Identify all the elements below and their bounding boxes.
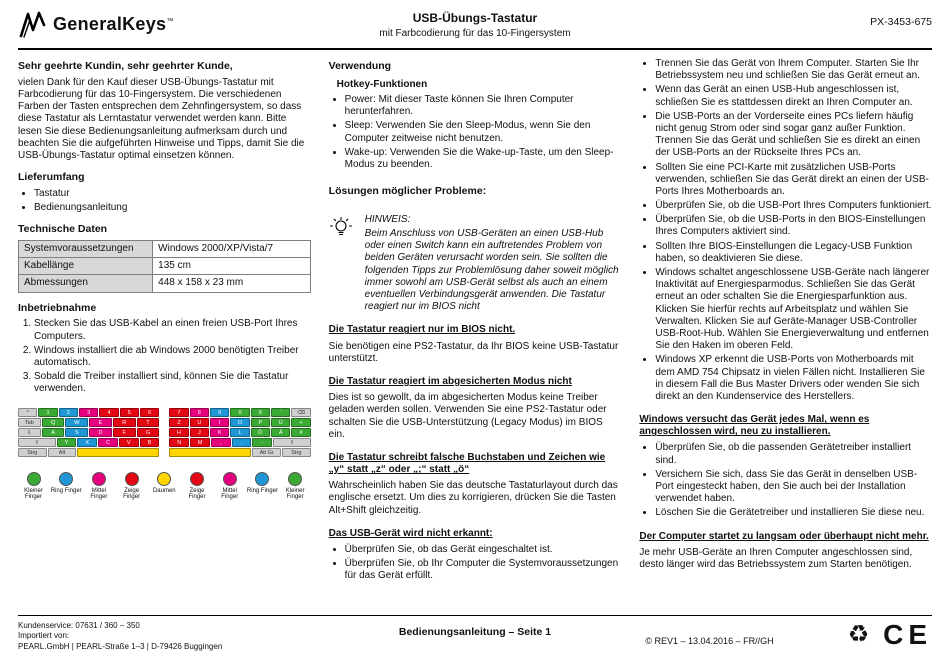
finger-legend-item: [149, 472, 180, 502]
keyboard-key: 6: [140, 408, 159, 417]
spec-label: Kabellänge: [19, 258, 153, 275]
finger-label: Zeige Finger: [123, 487, 141, 501]
list-item: • Überprüfen Sie, ob die passenden Gerätetreiber installiert sind.: [655, 442, 932, 466]
list-item: 1. Stecken Sie das USB-Kabel an einen freien USB-Port Ihres Computers.: [34, 318, 311, 342]
hinweis-note: [329, 214, 622, 314]
keyboard-key: Alt: [48, 448, 77, 457]
keyboard-row: [169, 428, 310, 437]
brand-name: GeneralKeys™: [53, 14, 174, 35]
keyboard-key: 8: [190, 408, 209, 417]
keyboard-key: O: [230, 418, 249, 427]
keyboard-key: W: [65, 418, 88, 427]
keyboard-key: ´: [271, 408, 290, 417]
problem-heading-bios: Die Tastatur reagiert nur im BIOS nicht.: [328, 324, 516, 336]
keyboard-key: Ä: [271, 428, 290, 437]
keyboard-row: [18, 448, 159, 457]
keyboard-key: Y: [57, 438, 77, 447]
keyboard-row: [18, 438, 159, 447]
column-left: [18, 58, 311, 614]
keyboard-key: K: [210, 428, 229, 437]
keyboard-key: Alt Gr: [252, 448, 281, 457]
inbetriebnahme-heading: Inbetriebnahme: [18, 301, 97, 314]
finger-legend-item: [18, 472, 49, 502]
finger-color-dot: [125, 472, 139, 486]
keyboard-key: Strg: [282, 448, 311, 457]
problem-text-safemode: Dies ist so gewollt, da im abgesicherten Modus keine Treiber geladen werden sollen. Verwenden Sie eine PS2-Tastatur oder schalten Sie die USB-Unterstützung (Legacy Modus) im BIOS ein.: [328, 392, 607, 440]
spec-value: 448 x 158 x 23 mm: [153, 275, 311, 292]
keyboard-key: U: [190, 418, 209, 427]
list-item: • Trennen Sie das Gerät von Ihrem Computer. Starten Sie Ihr Betriebssystem neu und schließen Sie das Gerät erneut an.: [655, 58, 932, 82]
keyboard-key: M: [190, 438, 210, 447]
list-item: • Wenn das Gerät an einen USB-Hub angeschlossen ist, schließen Sie es stattdessen direkt an Ihren Computer an.: [655, 84, 932, 108]
keyboard-key: H: [169, 428, 188, 437]
hinweis-label: HINWEIS:: [364, 213, 411, 225]
troubleshooting-tips-list: [639, 58, 932, 403]
finger-color-dot: [27, 472, 41, 486]
list-item: • Die USB-Ports an der Vorderseite eines PCs liefern häufig nicht genug Strom oder sind sogar ganz außer Funktion. Trennen Sie das Gerät und schließen Sie es direkt an einen der USB-Ports an der Rückseite Ihres PCs an.: [655, 111, 932, 160]
list-item: • Sollten Ihre BIOS-Einstellungen die Legacy-USB Funktion haben, so deaktivieren Sie diese.: [655, 241, 932, 265]
spec-row: [19, 241, 311, 258]
finger-color-dot: [255, 472, 269, 486]
keyboard-key: [169, 448, 251, 457]
document-title-block: [379, 11, 570, 40]
keyboard-key: -: [252, 438, 272, 447]
keyboard-key: L: [230, 428, 249, 437]
finger-color-legend: [18, 472, 311, 502]
specs-table: [18, 240, 311, 293]
keyboard-key: D: [89, 428, 112, 437]
list-item: 2. Windows installiert die ab Windows 2000 benötigten Treiber automatisch.: [34, 345, 311, 369]
keyboard-left-half: [18, 408, 159, 458]
keyboard-key: ⌫: [291, 408, 310, 417]
keyboard-row: [169, 448, 310, 457]
keyboard-key: Strg: [18, 448, 47, 457]
list-item: • Windows schaltet angeschlossene USB-Geräte nach längerer Inaktivität auf Energiesparmodus. Schließen Sie das Gerät erneut an oder schalten Sie die Energiesparfunktion aus. Klicken Sie hierfür rechts auf Arbeitsplatz und wählen Sie Verwalten. Klicken Sie auf Geräte-Manager USB-Controller USB-Root-Hub. Wählen Sie Energieverwaltung und entfernen Sie den Haken im oberen Feld.: [655, 267, 932, 352]
list-item: • Überprüfen Sie, ob die USB-Ports in den BIOS-Einstellungen Ihres Computers aktiviert sind.: [655, 214, 932, 238]
keyboard-row: [169, 438, 310, 447]
keyboard-key: Tab: [18, 418, 41, 427]
footer: [18, 615, 932, 666]
keyboard-key: R: [113, 418, 136, 427]
doc-subtitle: mit Farbcodierung für das 10-Fingersystem: [379, 27, 571, 39]
hotkey-list: [329, 94, 622, 171]
footer-page-label: Bedienungsanleitung – Seite 1: [398, 626, 552, 638]
hotkey-heading: Hotkey-Funktionen: [336, 78, 428, 90]
keyboard-key: A: [42, 428, 65, 437]
header: [18, 6, 932, 50]
keyboard-key: ^: [18, 408, 37, 417]
list-item: • Löschen Sie die Gerätetreiber und installieren Sie diese neu.: [655, 507, 932, 519]
verwendung-heading: Verwendung: [328, 60, 392, 72]
list-item: • Wake-up: Verwenden Sie die Wake-up-Taste, um den Sleep-Modus zu beenden.: [345, 147, 622, 171]
doc-title: USB-Übungs-Tastatur: [412, 11, 538, 25]
keyboard-key: 9: [210, 408, 229, 417]
keyboard-illustration: [18, 408, 311, 458]
keyboard-key: S: [65, 428, 88, 437]
finger-legend-item: [116, 472, 147, 502]
lieferumfang-list: [18, 188, 311, 214]
keyboard-key: ß: [251, 408, 270, 417]
loesungen-heading: Lösungen möglicher Probleme:: [328, 185, 487, 198]
problem-text-bios: Sie benötigen eine PS2-Tastatur, da Ihr BIOS keine USB-Tastatur unterstützt.: [328, 340, 619, 364]
keyboard-key: .: [232, 438, 252, 447]
keyboard-key: +: [291, 418, 310, 427]
footer-contact: [18, 621, 222, 652]
list-item: • Tastatur: [34, 188, 311, 200]
footer-line-service: Kundenservice: 07631 / 360 – 350: [18, 621, 140, 630]
finger-label: Zeige Finger: [188, 487, 206, 501]
footer-right: [645, 618, 932, 652]
finger-color-dot: [288, 472, 302, 486]
finger-label: Ring Finger: [50, 487, 82, 494]
finger-label: Mittel Finger: [221, 487, 239, 501]
keyboard-key: 7: [169, 408, 188, 417]
keyboard-key: Ü: [271, 418, 290, 427]
keyboard-key: Q: [42, 418, 65, 427]
hinweis-text-block: [365, 214, 622, 314]
list-item: • Sleep: Verwenden Sie den Sleep-Modus, wenn Sie den Computer zeitweise nicht benutzen.: [345, 120, 622, 144]
column-right: [639, 58, 932, 614]
keyboard-row: [18, 418, 159, 427]
finger-label: Kleiner Finger: [285, 487, 305, 501]
keyboard-key: 4: [99, 408, 118, 417]
problem-heading-wrong-chars: Die Tastatur schreibt falsche Buchstaben und Zeichen wie „y“ statt „z“ oder „;“ statt „ö“: [328, 451, 606, 476]
recycling-icon: ♻: [847, 621, 870, 649]
slow-start-text: Je mehr USB-Geräte an Ihren Computer angeschlossen sind, desto länger wird das Betriebssystem zum Starten benötigen.: [639, 546, 913, 570]
model-number: PX-3453-675: [870, 16, 932, 28]
keyboard-key: T: [137, 418, 160, 427]
footer-line-address: PEARL.GmbH | PEARL-Straße 1–3 | D-79426 Buggingen: [18, 641, 223, 651]
keyboard-key: ,: [211, 438, 231, 447]
finger-legend-item: [214, 472, 245, 502]
finger-legend-item: [182, 472, 213, 502]
finger-color-dot: [157, 472, 171, 486]
brand-mark-icon: [18, 10, 48, 40]
keyboard-key: V: [119, 438, 139, 447]
content-columns: [18, 58, 932, 614]
technische-daten-heading: Technische Daten: [18, 223, 108, 236]
keyboard-key: Ö: [251, 428, 270, 437]
keyboard-key: F: [113, 428, 136, 437]
keyboard-right-half: [169, 408, 310, 458]
finger-legend-item: [51, 472, 82, 502]
greeting-heading: Sehr geehrte Kundin, sehr geehrter Kunde,: [18, 60, 233, 72]
list-item: • Windows XP erkennt die USB-Ports von Motherboards mit dem AMD 754 Chipsatz in vielen Fällen nicht. Installieren Sie in diesem Fall die Bus Master Drivers oder wenden Sie sich direkt an den Kundenservice des Herstellers.: [655, 354, 932, 403]
footer-copyright: © REV1 – 13.04.2016 – FR//GH: [645, 635, 774, 646]
finger-color-dot: [190, 472, 204, 486]
spec-row: [19, 275, 311, 292]
keyboard-key: 2: [59, 408, 78, 417]
spec-label: Abmessungen: [19, 275, 153, 292]
finger-label: Mittel Finger: [90, 487, 108, 501]
keyboard-key: N: [169, 438, 189, 447]
list-item: 3. Sobald die Treiber installiert sind, können Sie die Tastatur verwenden.: [34, 371, 311, 395]
keyboard-key: 3: [79, 408, 98, 417]
list-item: • Sollten Sie eine PCI-Karte mit zusätzlichen USB-Ports verwenden, schließen Sie das Gerät direkt an einen der USB-Ports Ihres Motherboards an.: [655, 162, 932, 199]
problem-heading-safemode: Die Tastatur reagiert im abgesicherten Modus nicht: [328, 375, 572, 387]
keyboard-key: I: [210, 418, 229, 427]
keyboard-key: #: [291, 428, 310, 437]
keyboard-key: 0: [230, 408, 249, 417]
keyboard-key: C: [98, 438, 118, 447]
keyboard-key: [77, 448, 159, 457]
finger-color-dot: [223, 472, 237, 486]
intro-paragraph: vielen Dank für den Kauf dieser USB-Übungs-Tastatur mit Farbcodierung für das 10-Fingersystem. Die verschiedenen Farben der Tasten entsprechen dem Zehnfingersystem, so dass diese Tastatur als Lerntastatur verwendet werden kann. Bitte lesen Sie diese Bedienungsanleitung aufmerksam durch und beachten Sie die aufgeführten Hinweise und Tipps, damit Sie die USB-Übungs-Tastatur optimal einsetzen können.: [18, 76, 305, 161]
list-item: • Überprüfen Sie, ob die USB-Port Ihres Computers funktioniert.: [655, 200, 932, 212]
keyboard-row: [18, 428, 159, 437]
footer-line-importer: Importiert von:: [18, 631, 70, 641]
keyboard-key: ⇧: [18, 438, 56, 447]
finger-label: Ring Finger: [246, 487, 278, 494]
lieferumfang-heading: Lieferumfang: [18, 171, 85, 184]
problem-heading-not-recognized: Das USB-Gerät wird nicht erkannt:: [328, 527, 493, 539]
spec-row: [19, 258, 311, 275]
list-item: • Versichern Sie sich, dass Sie das Gerät in denselben USB-Port eingesteckt haben, den Sie auch bei der Installation verwendet haben.: [655, 469, 932, 506]
reinstall-heading: Windows versucht das Gerät jedes Mal, wenn es angeschlossen wird, neu zu installieren.: [639, 414, 870, 438]
keyboard-key: ⇩: [18, 428, 41, 437]
keyboard-key: J: [190, 428, 209, 437]
brand-logo: [18, 10, 174, 40]
list-item: • Power: Mit dieser Taste können Sie Ihren Computer herunterfahren.: [345, 94, 622, 118]
list-item: • Bedienungsanleitung: [34, 202, 311, 214]
keyboard-key: P: [251, 418, 270, 427]
keyboard-key: B: [140, 438, 160, 447]
finger-legend-item: [247, 472, 278, 502]
keyboard-key: ⇧: [273, 438, 311, 447]
spec-value: Windows 2000/XP/Vista/7: [153, 241, 311, 258]
keyboard-key: G: [137, 428, 160, 437]
finger-legend-item: [280, 472, 311, 502]
finger-legend-item: [83, 472, 114, 502]
spec-label: Systemvoraussetzungen: [19, 241, 153, 258]
keyboard-key: E: [89, 418, 112, 427]
keyboard-row: [169, 408, 310, 417]
column-middle: [329, 58, 622, 614]
trademark-symbol: ™: [166, 18, 174, 26]
slow-start-heading: Der Computer startet zu langsam oder überhaupt nicht mehr.: [639, 530, 929, 542]
list-item: • Überprüfen Sie, ob das Gerät eingeschaltet ist.: [345, 544, 622, 556]
list-item: • Überprüfen Sie, ob Ihr Computer die Systemvoraussetzungen für das Gerät erfüllt.: [345, 558, 622, 582]
hinweis-body: Beim Anschluss von USB-Geräten an einen USB-Hub oder einen Switch kann ein auftretendes Problem von beiden Geräten verursacht worden sein. Sie sollten die folgenden Tipps zur Problemlösung daher soweit möglich immer sowohl am USB-Gerät selbst als auch an einem eventuellen Verbindungsgerät anwenden. Die Tastatur reagiert nur im BIOS nicht: [364, 228, 619, 313]
keyboard-row: [18, 408, 159, 417]
keyboard-row: [169, 418, 310, 427]
finger-label: Daumen: [152, 487, 176, 494]
not-recognized-list: [329, 544, 622, 583]
reinstall-list: [639, 442, 932, 519]
keyboard-key: 5: [120, 408, 139, 417]
keyboard-key: X: [77, 438, 97, 447]
inbetriebnahme-list: [18, 318, 311, 395]
ce-mark: CE: [883, 619, 932, 650]
spec-value: 135 cm: [153, 258, 311, 275]
finger-color-dot: [92, 472, 106, 486]
finger-label: Kleiner Finger: [24, 487, 43, 501]
lightbulb-icon: [329, 214, 355, 314]
finger-color-dot: [59, 472, 73, 486]
keyboard-key: Z: [169, 418, 188, 427]
problem-text-wrong-chars: Wahrscheinlich haben Sie das deutsche Tastaturlayout durch das englische ersetzt. Um dies zu korrigieren, drücken Sie die Tasten Alt+Shift gleichzeitig.: [328, 480, 618, 516]
keyboard-key: 1: [38, 408, 57, 417]
